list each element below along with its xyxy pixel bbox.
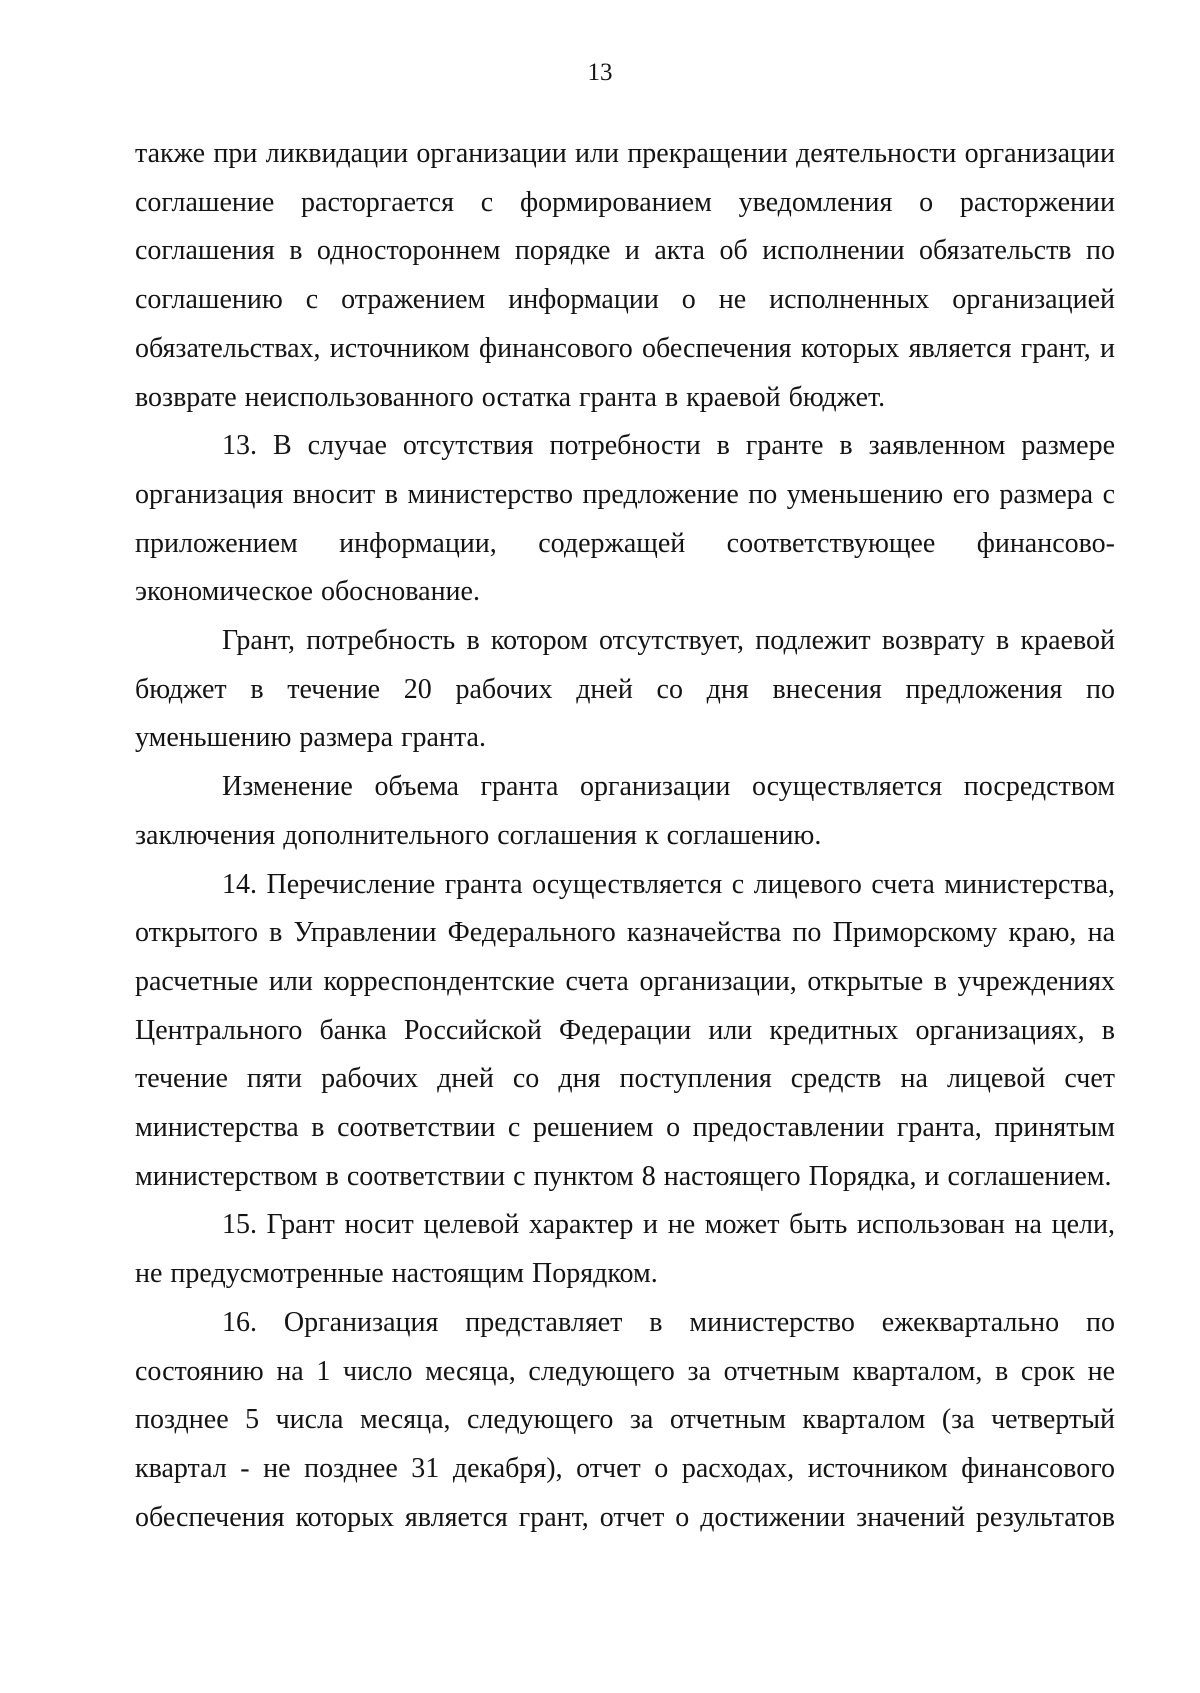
- paragraph-14: 14. Перечисление гранта осуществляется с лицевого счета министерства, открытого в Управлении Федерального казначейства по Приморскому краю, на расчетные или корреспондентские счета организации, открытые в учреждениях Центрального банка Российской Федерации или кредитных организациях, в течение пяти рабочих дней со дня поступления средств на лицевой счет министерства в соответствии с решением о предоставлении гранта, принятым министерством в соответствии с пунктом 8 настоящего Порядка, и соглашением.: [135, 868, 1115, 1192]
- paragraph-grant-return: Грант, потребность в котором отсутствует, подлежит возврату в краевой бюджет в течение 20 рабочих дней со дня внесения предложения по уменьшению размера гранта.: [135, 625, 1115, 754]
- document-body: [135, 130, 1115, 1542]
- paragraph-13: 13. В случае отсутствия потребности в гранте в заявленном размере организация вносит в министерство предложение по уменьшению его размера с приложением информации, содержащей соответствующее финансово-экономическое обоснование.: [135, 430, 1115, 608]
- paragraph-15: 15. Грант носит целевой характер и не может быть использован на цели, не предусмотренные настоящим Порядком.: [135, 1209, 1115, 1290]
- page-number: 13: [587, 59, 613, 86]
- paragraph-16: 16. Организация представляет в министерство ежеквартально по состоянию на 1 число месяца, следующего за отчетным кварталом, в срок не позднее 5 числа месяца, следующего за отчетным кварталом (за четвертый квартал - не позднее 31 декабря), отчет о расходах, источником финансового обеспечения которых является грант, отчет о достижении значений результатов: [135, 1306, 1115, 1533]
- paragraph-continuation: также при ликвидации организации или прекращении деятельности организации соглашение расторгается с формированием уведомления о расторжении соглашения в одностороннем порядке и акта об исполнении обязательств по соглашению с отражением информации о не исполненных организацией обязательствах, источником финансового обеспечения которых является грант, и возврате неиспользованного остатка гранта в краевой бюджет.: [135, 138, 1115, 413]
- paragraph-grant-volume-change: Изменение объема гранта организации осуществляется посредством заключения дополнительного соглашения к соглашению.: [135, 771, 1115, 851]
